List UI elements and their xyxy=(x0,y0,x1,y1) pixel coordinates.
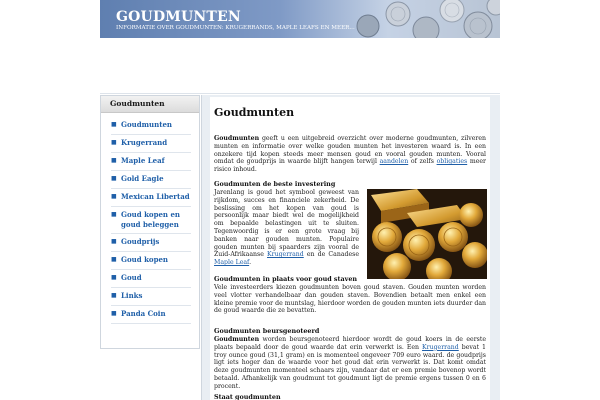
sidebar-item-label[interactable]: Mexican Libertad xyxy=(121,192,190,201)
obligaties-link[interactable]: obligaties xyxy=(436,158,468,166)
section-heading: Goudmunten de beste investering xyxy=(214,180,336,188)
sidebar-item-label[interactable]: Maple Leaf xyxy=(121,156,165,165)
sidebar-item-label[interactable]: Goud xyxy=(121,273,142,282)
sidebar-item-gold-eagle[interactable] xyxy=(111,171,191,189)
advertisement-area xyxy=(100,39,500,94)
section-heading: Staat goudmunten xyxy=(214,393,281,400)
sidebar-nav xyxy=(101,113,199,324)
sidebar-item-label[interactable]: Krugerrand xyxy=(121,138,168,147)
bullet-icon: ■ xyxy=(111,139,117,146)
section-text: worden beursgenoteerd hierdoor wordt de goud koers in de eerste plaats bepaald door de goud waarde dat erin verwerkt is. Een xyxy=(214,336,486,351)
krugerrand-link[interactable]: Krugerrand xyxy=(422,343,459,351)
sidebar-item-mexican-libertad[interactable] xyxy=(111,189,191,207)
coins-header-image xyxy=(340,0,500,38)
section-paragraph xyxy=(214,189,359,267)
sidebar-title: Goudmunten xyxy=(101,96,199,113)
sidebar-item-label[interactable]: Links xyxy=(121,291,143,300)
sidebar-item-label[interactable]: Goud kopen xyxy=(121,255,169,264)
sidebar-item-krugerrand[interactable] xyxy=(111,135,191,153)
sidebar-item-label[interactable]: Goud kopen en goud beleggen xyxy=(121,210,181,229)
bullet-icon: ■ xyxy=(111,238,117,245)
intro-paragraph xyxy=(214,135,486,174)
sidebar xyxy=(100,95,200,349)
section-paragraph xyxy=(214,336,486,391)
site-header xyxy=(100,0,500,38)
section-paragraph: Vele investeerders kiezen goudmunten boven goud staven. Gouden munten worden veel vlotter verhandelbaar dan gouden staven. Bovendien betaalt men enkel een kleine premie voor de muntslag, hierdoor worden de gouden munten iets duurder dan de goud waarde die ze bevatten. xyxy=(214,284,486,315)
section-text: en de Canadese xyxy=(303,251,359,259)
bullet-icon: ■ xyxy=(111,256,117,263)
sidebar-item-label[interactable]: Panda Coin xyxy=(121,309,166,318)
sidebar-item-panda-coin[interactable] xyxy=(111,306,191,324)
section-text: Jarenlang is goud het symbool geweest van rijkdom, succes en financiele zekerheid. De beslissing om het kopen van goud is persoonlijk maar biedt wel de mogelijkheid om bepaalde belastingen uit te sluiten. Tegenwoordig is er een grote vraag bij banken naar gouden munten. Populaire gouden munten bij spaarders zijn vooral de Zuid-Afrikaanse xyxy=(214,189,359,259)
intro-text: of zelfs xyxy=(408,158,437,166)
sidebar-item-label[interactable]: Goudmunten xyxy=(121,120,172,129)
maple-leaf-link[interactable]: Maple Leaf xyxy=(214,259,250,267)
bullet-icon: ■ xyxy=(111,310,117,317)
section-text: . xyxy=(249,259,252,267)
bullet-icon: ■ xyxy=(111,292,117,299)
sidebar-item-label[interactable]: Gold Eagle xyxy=(121,174,164,183)
bullet-icon: ■ xyxy=(111,121,117,128)
section-text: bevat 1 troy ounce goud (31,1 gram) en is momenteel ongeveer 709 euro waard. de goudprijs ligt iets hoger dan de waarde voor het goud dat erin verwerkt is. Dat komt omdat deze goudmunten momenteel schaars zijn, vandaar dat er een premie bovenop wordt betaald. Afhankelijk van goudmunt tot goudmunt ligt de premie ergens tussen 0 en 6 procent. xyxy=(214,343,486,390)
sidebar-item-label[interactable]: Goudprijs xyxy=(121,237,160,246)
intro-text: meer risico inhoud. xyxy=(214,158,486,174)
bullet-icon: ■ xyxy=(111,193,117,200)
content-panel xyxy=(210,97,490,400)
sidebar-item-goud-kopen[interactable] xyxy=(111,252,191,270)
bullet-icon: ■ xyxy=(111,157,117,164)
sidebar-item-links[interactable] xyxy=(111,288,191,306)
site-title[interactable]: GOUDMUNTEN xyxy=(116,9,241,25)
aandelen-link[interactable]: aandelen xyxy=(379,158,409,166)
intro-bold: Goudmunten xyxy=(214,135,260,142)
sidebar-item-goudmunten[interactable] xyxy=(111,117,191,135)
site-subtitle: INFORMATIE OVER GOUDMUNTEN: KRUGERRANDS, MAPLE LEAFS EN MEER... xyxy=(116,25,355,31)
intro-text: geeft u een uitgebreid overzicht over moderne goudmunten, zilveren munten en informatie over welke gouden munten het investeren waard is. In een onzekere tijd kopen steeds meer mensen goud en vooral gouden munten. Vooral omdat de goudprijs in waarde blijft hangen terwijl xyxy=(214,135,486,166)
bullet-icon: ■ xyxy=(111,175,117,182)
page-title: Goudmunten xyxy=(214,106,295,119)
gold-coins-photo xyxy=(367,189,487,279)
main-area xyxy=(201,95,500,400)
section-heading: Goudmunten in plaats voor goud staven xyxy=(214,275,358,283)
bullet-icon: ■ xyxy=(111,211,117,218)
section-heading: Goudmunten beursgenoteerd xyxy=(214,327,320,335)
sidebar-item-goud-kopen-beleggen[interactable] xyxy=(111,207,191,234)
bullet-icon: ■ xyxy=(111,274,117,281)
sidebar-item-goudprijs[interactable] xyxy=(111,234,191,252)
page-wrapper xyxy=(100,0,500,400)
sidebar-item-maple-leaf[interactable] xyxy=(111,153,191,171)
krugerrand-link[interactable]: Krugerrand xyxy=(267,251,304,259)
section-bold: Goudmunten xyxy=(214,336,260,343)
sidebar-item-goud[interactable] xyxy=(111,270,191,288)
